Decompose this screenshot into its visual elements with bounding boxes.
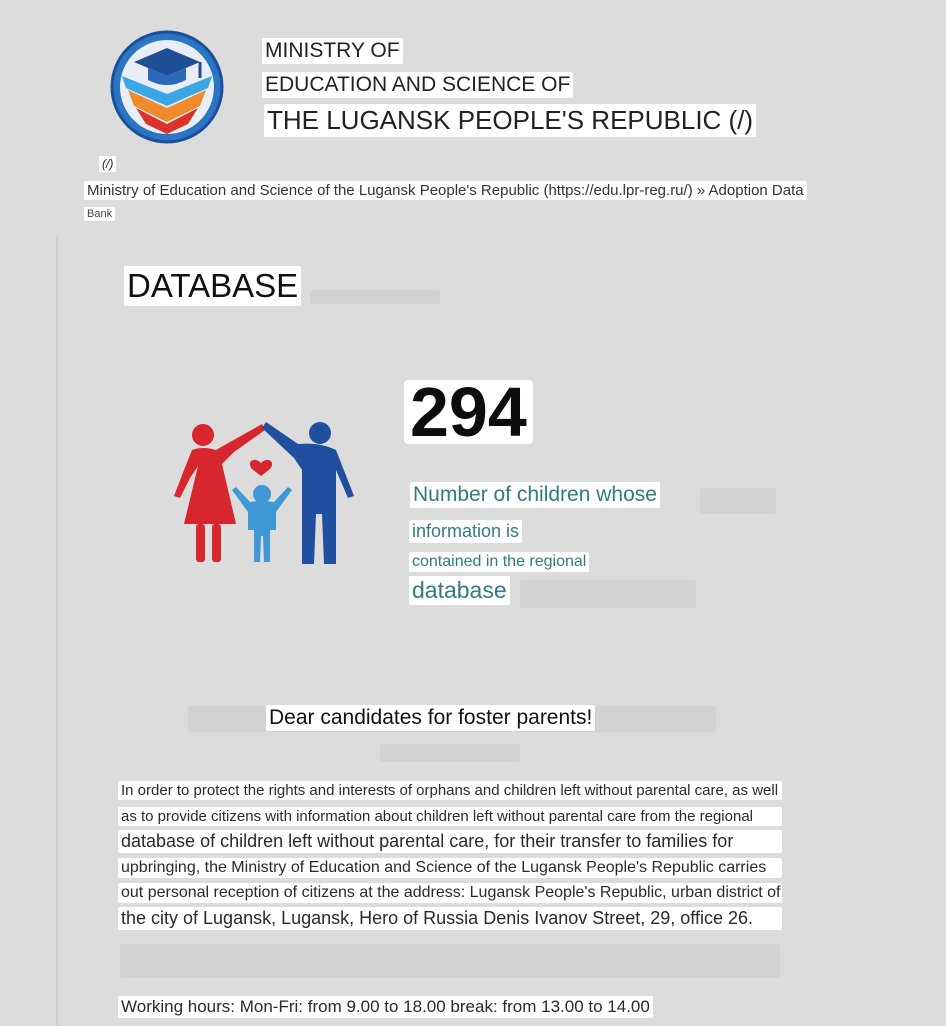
info-paragraph-line: [118, 883, 782, 903]
page-title: DATABASE: [124, 266, 301, 306]
working-hours: Working hours: Mon-Fri: from 9.00 to 18.00 break: from 13.00 to 14.00: [118, 996, 653, 1018]
faded-text-block: [120, 944, 780, 978]
count-caption-line1: Number of children whose: [410, 482, 660, 508]
faded-text-block: [700, 488, 776, 514]
info-paragraph-text: database of children left without parental care, for their transfer to families for: [118, 830, 782, 853]
info-paragraph-line: [118, 907, 782, 930]
greeting-heading: Dear candidates for foster parents!: [266, 705, 595, 731]
breadcrumb[interactable]: Ministry of Education and Science of the Lugansk People's Republic (https://edu.lpr-reg.ru/) » Adoption Data: [84, 181, 807, 200]
ministry-logo-icon[interactable]: [104, 28, 230, 146]
content-left-border: [56, 236, 58, 1026]
children-count: 294: [404, 380, 533, 444]
faded-text-block: [310, 290, 440, 304]
info-paragraph-text: the city of Lugansk, Lugansk, Hero of Russia Denis Ivanov Street, 29, office 26.: [118, 907, 782, 930]
info-paragraph-text: as to provide citizens with information about children left without parental care from the regional: [118, 807, 782, 826]
info-paragraph-line: [118, 858, 782, 878]
info-paragraph-text: upbringing, the Ministry of Education and Science of the Lugansk People's Republic carries: [118, 858, 782, 878]
count-caption-line4: database: [409, 576, 510, 605]
info-paragraph-text: out personal reception of citizens at the address: Lugansk People's Republic, urban district of: [118, 883, 782, 903]
info-paragraph-line: [118, 807, 782, 826]
ministry-home-link[interactable]: THE LUGANSK PEOPLE'S REPUBLIC (/): [264, 104, 756, 137]
info-paragraph-text: In order to protect the rights and interests of orphans and children left without parental care, as well: [118, 781, 782, 800]
faded-text-block: [520, 580, 696, 608]
breadcrumb-current: Bank: [84, 207, 115, 221]
count-caption-line3: contained in the regional: [409, 552, 589, 572]
faded-text-block: [380, 744, 520, 762]
info-paragraph-line: [118, 781, 782, 800]
ministry-title-line1: MINISTRY OF: [262, 38, 403, 64]
ministry-title-line2: EDUCATION AND SCIENCE OF: [262, 72, 573, 98]
info-paragraph-line: [118, 830, 782, 853]
home-link[interactable]: (/): [99, 156, 116, 172]
count-caption-line2: information is: [409, 520, 522, 543]
family-icon: [170, 418, 360, 568]
